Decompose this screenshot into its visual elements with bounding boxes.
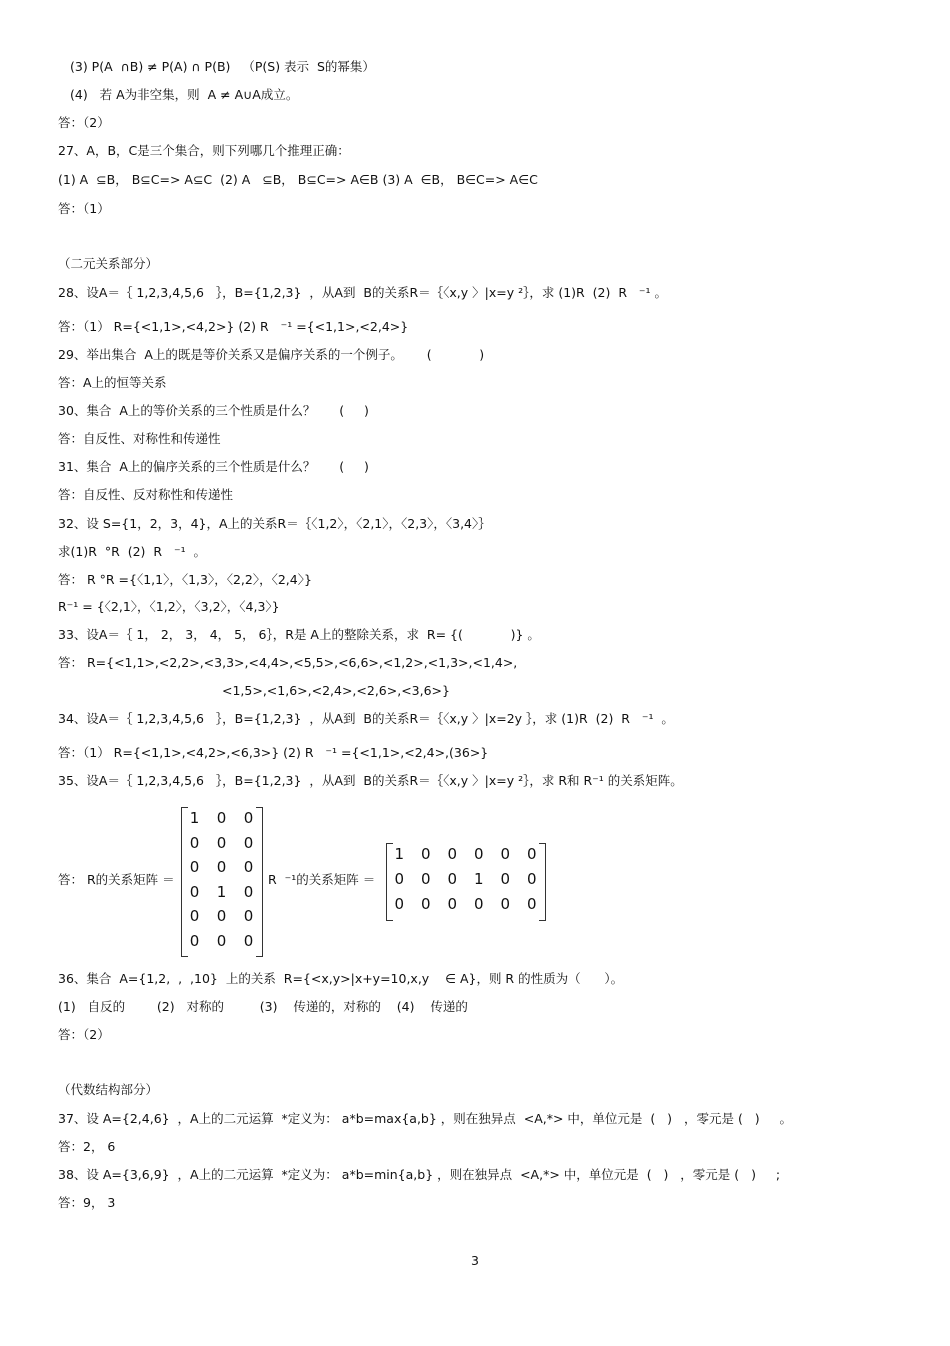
matrix-cell: 0 xyxy=(420,845,431,863)
matrix-cell: 0 xyxy=(420,870,431,888)
matrix-row xyxy=(386,845,545,863)
matrix-cell: 0 xyxy=(500,895,511,913)
text-line: (1) 自反的 (2) 对称的 (3) 传递的，对称的 (4) 传递的 xyxy=(58,999,468,1014)
matrix-cell: 0 xyxy=(394,895,405,913)
relation-matrix-r xyxy=(181,807,263,957)
matrix-cell: 0 xyxy=(189,882,200,901)
text-line: 34、设A＝｛ 1,2,3,4,5,6 ｝，B={1,2,3} ，从A到 B的关系R＝｛〈x,y 〉|x=2y ｝，求 (1)R (2) R ⁻¹ 。 xyxy=(58,711,674,726)
text-line: 30、集合 A上的等价关系的三个性质是什么？ ( ) xyxy=(58,403,369,418)
text-line: 答：（1） R={<1,1>,<4,2>,<6,3>} (2) R ⁻¹ ={<1,1>,<2,4>,(36>} xyxy=(58,745,489,760)
matrix-cell: 0 xyxy=(526,845,537,863)
text-line: 32、设 S={1，2，3，4}，A上的关系R＝｛〈1,2〉，〈2,1〉，〈2,3〉，〈3,4〉｝ xyxy=(58,516,491,531)
matrix-cell: 0 xyxy=(447,845,458,863)
matrix-row xyxy=(181,858,262,876)
matrix-cell: 1 xyxy=(216,882,227,901)
matrix-cell: 0 xyxy=(216,907,227,925)
matrix-cell: 0 xyxy=(216,809,227,827)
text-line: 答：（1） xyxy=(58,201,110,216)
matrix-cell: 0 xyxy=(189,907,200,925)
text-line: 答： R °R ={〈1,1〉，〈1,3〉，〈2,2〉，〈2,4〉} xyxy=(58,572,312,587)
text-line: 38、设 A={3,6,9} ，A上的二元运算 *定义为： a*b=min{a,b} ，则在独异点 <A,*> 中，单位元是 ( ) ，零元是 ( ) ; xyxy=(58,1167,781,1182)
text-line: （二元关系部分） xyxy=(58,256,159,271)
matrix-row xyxy=(386,870,545,888)
text-line: <1,5>,<1,6>,<2,4>,<2,6>,<3,6>} xyxy=(222,683,450,698)
text-line: 答：（2） xyxy=(58,1027,110,1042)
text-line: 答：9， 3 xyxy=(58,1195,116,1210)
text-line: (3) P(A ∩B) ≠ P(A) ∩ P(B) （P(S) 表示 S的幂集） xyxy=(70,59,375,74)
text-line: 答：自反性、对称性和传递性 xyxy=(58,431,221,446)
matrix-cell: 0 xyxy=(189,833,200,852)
relation-matrix-r-inverse xyxy=(386,843,546,921)
text-line: 29、举出集合 A上的既是等价关系又是偏序关系的一个例子。 ( ) xyxy=(58,347,485,362)
page-number: 3 xyxy=(471,1253,479,1268)
matrix-cell: 0 xyxy=(243,809,254,827)
matrix-cell: 0 xyxy=(216,833,227,852)
matrix-cell: 0 xyxy=(243,907,254,925)
matrix-row xyxy=(386,895,545,913)
matrix-cell: 0 xyxy=(447,870,458,888)
text-line: 答：2， 6 xyxy=(58,1139,116,1154)
matrix-cell: 0 xyxy=(216,858,227,876)
text-line: 27、A，B，C是三个集合，则下列哪几个推理正确： xyxy=(58,143,350,158)
matrix-cell: 0 xyxy=(526,895,537,913)
matrix-cell: 1 xyxy=(473,870,484,888)
text-line: 28、设A＝｛ 1,2,3,4,5,6 ｝，B={1,2,3} ，从A到 B的关系R＝｛〈x,y 〉|x=y ²｝，求 (1)R (2) R ⁻¹ 。 xyxy=(58,285,668,300)
matrix-cell: 0 xyxy=(526,870,537,888)
text-line: 答：（1） R={<1,1>,<4,2>} (2) R ⁻¹ ={<1,1>,<2,4>} xyxy=(58,319,409,334)
text-line: (1) A ⊆B， B⊆C=> A⊆C (2) A ⊆B， B⊆C=> A∈B (3) A ∈B， B∈C=> A∈C xyxy=(58,172,538,187)
text-line: 33、设A＝｛ 1， 2， 3， 4， 5， 6｝，R是 A上的整除关系，求 R= {( )} 。 xyxy=(58,627,540,642)
matrix-cell: 0 xyxy=(420,895,431,913)
text-line: 37、设 A={2,4,6} ，A上的二元运算 *定义为： a*b=max{a,b} ，则在独异点 <A,*> 中，单位元是 ( ) ，零元是 ( ) 。 xyxy=(58,1111,792,1126)
matrix-row xyxy=(181,834,262,852)
matrix-cell: 0 xyxy=(189,931,200,950)
text-line: R ⁻¹的关系矩阵 ＝ xyxy=(268,872,376,887)
text-line: (4) 若 A为非空集，则 A ≠ A∪A成立。 xyxy=(70,87,299,102)
text-line: 35、设A＝｛ 1,2,3,4,5,6 ｝，B={1,2,3} ，从A到 B的关系R＝｛〈x,y 〉|x=y ²｝，求 R和 R⁻¹ 的关系矩阵。 xyxy=(58,773,683,788)
matrix-cell: 0 xyxy=(243,882,254,901)
text-line: R⁻¹ = {〈2,1〉，〈1,2〉，〈3,2〉，〈4,3〉} xyxy=(58,599,280,614)
matrix-cell: 0 xyxy=(473,895,484,913)
matrix-cell: 1 xyxy=(189,809,200,827)
matrix-cell: 0 xyxy=(189,858,200,876)
text-line: 36、集合 A={1,2, , ,10} 上的关系 R={<x,y>|x+y=10,x,y ∈ A}，则 R 的性质为（ ）。 xyxy=(58,971,624,986)
matrix-cell: 0 xyxy=(243,858,254,876)
text-line: （代数结构部分） xyxy=(58,1082,159,1097)
matrix-cell: 0 xyxy=(243,931,254,950)
matrix-cell: 0 xyxy=(500,870,511,888)
text-line: 求(1)R °R (2) R ⁻¹ 。 xyxy=(58,544,207,559)
text-line: 31、集合 A上的偏序关系的三个性质是什么？ ( ) xyxy=(58,459,369,474)
text-line: 答：（2） xyxy=(58,115,110,130)
matrix-cell: 0 xyxy=(447,895,458,913)
matrix-cell: 0 xyxy=(394,870,405,888)
matrix-cell: 0 xyxy=(216,931,227,950)
text-line: 答：自反性、反对称性和传递性 xyxy=(58,487,234,502)
matrix-cell: 0 xyxy=(500,845,511,863)
text-line: 答： R={<1,1>,<2,2>,<3,3>,<4,4>,<5,5>,<6,6>,<1,2>,<1,3>,<1,4>, xyxy=(58,655,518,670)
matrix-row xyxy=(181,907,262,925)
matrix-row xyxy=(181,809,262,827)
matrix-cell: 0 xyxy=(473,845,484,863)
text-line: 答：A上的恒等关系 xyxy=(58,375,167,390)
text-line: 答： R的关系矩阵 ＝ xyxy=(58,872,175,887)
matrix-cell: 1 xyxy=(394,845,405,863)
matrix-row xyxy=(181,883,262,901)
matrix-row xyxy=(181,932,262,950)
matrix-cell: 0 xyxy=(243,833,254,852)
